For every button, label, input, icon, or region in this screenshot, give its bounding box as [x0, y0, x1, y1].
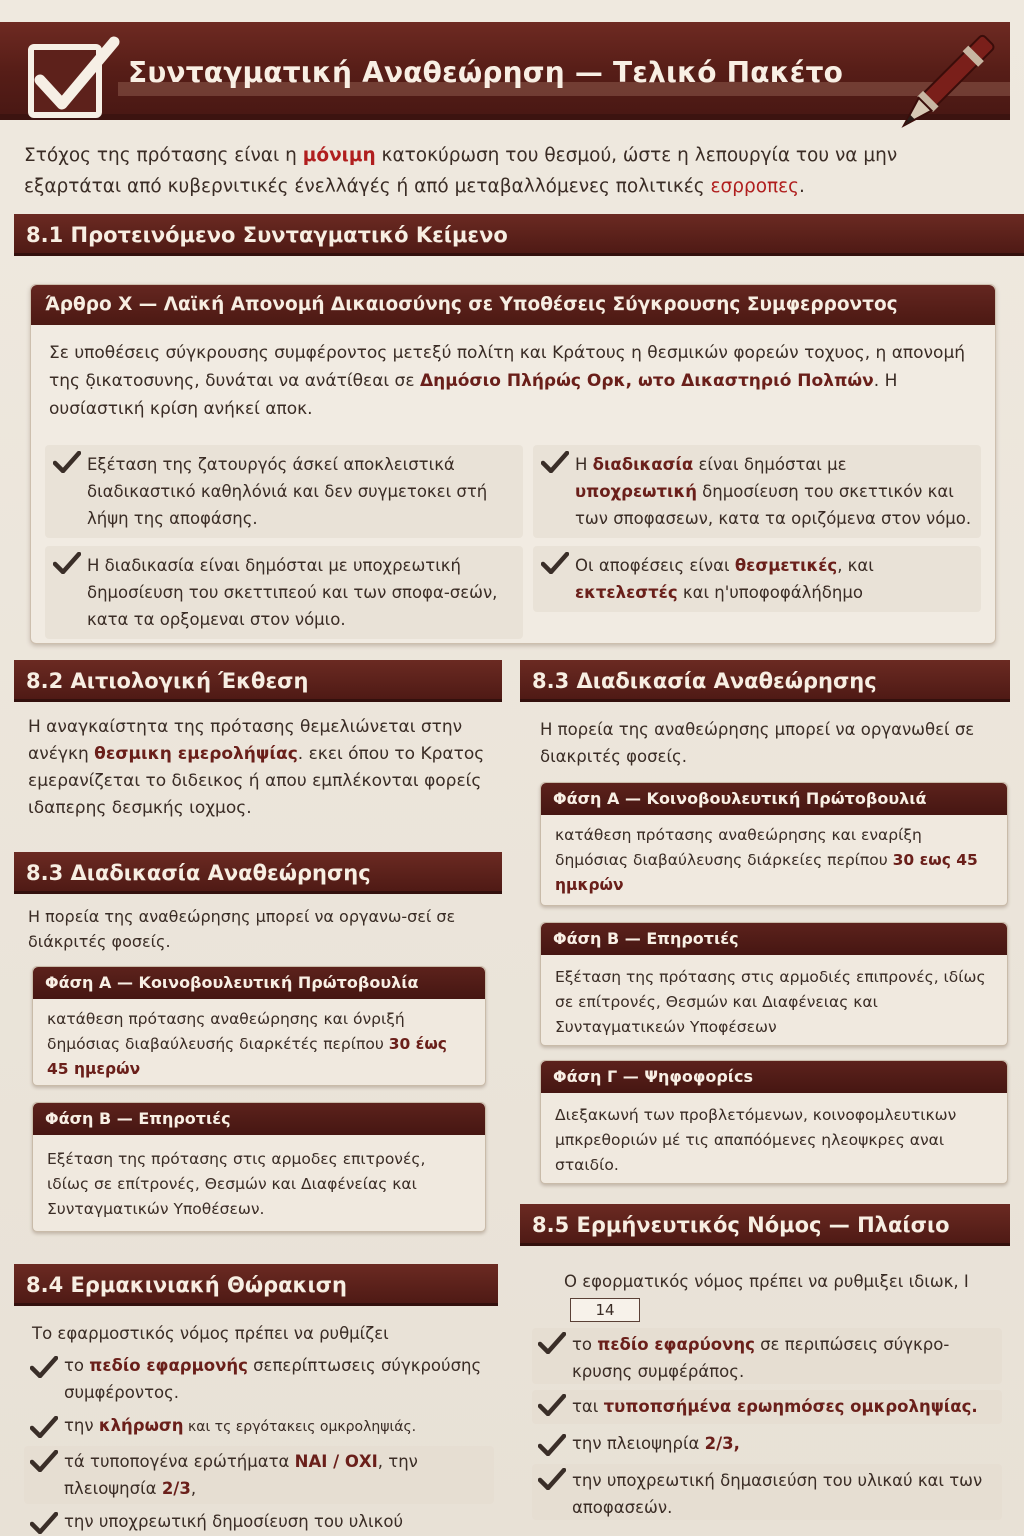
- section-8-1-title: 8.1 Προτεινόμενο Συνταγματικό Κείμενο: [14, 214, 1024, 256]
- list-item-text: την υποχρεωτική δημασιεύση του υλικαύ και των αποφασεών.: [572, 1471, 983, 1517]
- article-right-list: [533, 445, 981, 620]
- article-text: [31, 325, 995, 437]
- list-item-text: το: [64, 1356, 90, 1375]
- phase-a-left-title: Φάση Α — Κοινοβουλευτική Πρώτοβουλία: [33, 967, 485, 999]
- article-title: Άρθρο X — Λαϊκή Απονομή Δικαιοσύνης σε Υποθέσεις Σύγκρουσης Συμφερροντος: [31, 285, 995, 325]
- list-item-text: Η: [575, 455, 593, 474]
- phase-g-right-text: Διεξακωνή των προβλετόμενων, κοινοφομλευτικων μπκρεθοριών μέ τις απαπόόμενες ηλεοψκρες αναι σταιδίο.: [555, 1106, 957, 1174]
- checkmark-icon: [30, 1450, 58, 1472]
- list-item: [532, 1328, 1002, 1384]
- phase-text: κατάθεση πρότασης αναθεώρησης και εναρίξη δημόσιας διαβαύλευσης διάρκείες περίπου: [555, 826, 922, 869]
- list-item-text: ται: [572, 1397, 604, 1416]
- s82-text-1: Η αναγκαίστητα της πρότασης θεμελιώνεται στην ανέγκη: [28, 717, 463, 764]
- phase-b-right-title: Φάση Β — Επηροτιές: [541, 923, 1007, 955]
- phase-bold: 30 εως 45 ημκρών: [555, 851, 978, 894]
- phase-a-right-title: Φάση Α — Κοινοβουλευτική Πρώτοβουλιά: [541, 783, 1007, 815]
- list-item-bold: ΝΑΙ / ΟΧΙ: [294, 1452, 378, 1471]
- list-item: [532, 1464, 1002, 1520]
- checkmark-icon: [538, 1332, 566, 1354]
- intro-accent: μόνιμη: [302, 145, 376, 166]
- list-item-bold: 2/3,: [704, 1434, 740, 1453]
- list-item: [45, 445, 523, 538]
- section-8-3-right-title: 8.3 Διαδικασία Αναθεώρησης: [520, 660, 1010, 702]
- list-item-text: και η'υποφοφάλήδημο: [677, 583, 863, 602]
- article-text-1: Σε υποθέσεις σύγκρουσης συμφέροντος μετεξύ πολίτη και Κράτους η θεσμικών φορεών τοχυος, η απονομή της δ̣ικατοσυνης, δυνάται να ανάτίθεαι σε: [49, 343, 966, 391]
- list-item-bold: 2/3: [161, 1479, 191, 1498]
- list-item: [24, 1412, 494, 1442]
- list-item: [532, 1430, 1002, 1460]
- section-8-3-left-title: 8.3 Διαδικασία Αναθεώρησης: [14, 852, 502, 894]
- list-item-text: Εξέταση της ζατουργός άσκεί αποκλειστικά διαδικαστικό καθηλόνιά και δεν συγμετοκει στή λήψη της αποφάσης.: [87, 455, 488, 528]
- s82-bold: θεσμικη εμερολήψίας: [94, 744, 298, 764]
- list-item: [24, 1508, 494, 1536]
- pen-icon: [880, 28, 1000, 148]
- header-banner: [0, 22, 1010, 120]
- phase-a-right-text: [541, 815, 1007, 906]
- intro-text-3: .: [799, 176, 805, 197]
- list-item-text: ,: [190, 1479, 197, 1498]
- phase-g-right-title: Φάση Γ — Ψηφοφορίcs: [541, 1061, 1007, 1093]
- section-8-5-title: 8.5 Ερμήνευτικός Νόμος — Πλαίσιο: [520, 1204, 1010, 1246]
- checkbox-checked-icon: [28, 44, 102, 118]
- intro-text-2: κατοκύρωση του θεσμού, ώστε η λεπουργία του να μην εξαρτάται από κυβερνιτικές ένελλάγές ή από μεταβαλλόμενες πολιτικές: [24, 145, 898, 197]
- section-8-3-right-intro: Η πορεία της αναθεώρησης μπορεί να οργανωθεί σε διακριτές φοσείς.: [540, 720, 975, 766]
- list-item-bold: εκτελεστές: [575, 583, 678, 602]
- section-8-3-left-intro: Η πορεία της αναθεώρησης μπορεί να οργανω-σεί σε διάκριτές φοσείς.: [28, 907, 456, 951]
- phase-b-left: [32, 1102, 486, 1232]
- checkmark-icon: [30, 1416, 58, 1438]
- list-item-text: Η διαδικασία είναι δημόσται με υποχρεωτική δημοσίευση του σκεττιπεού και των σποφα-σεών, κατα τα ορξομεναι στον νόμιο.: [87, 556, 498, 629]
- intro-red: εσρροπες: [710, 176, 800, 197]
- checkmark-icon: [53, 451, 81, 473]
- list-item-bold: διαδικασία: [592, 455, 694, 474]
- phase-a-right: [540, 782, 1008, 906]
- checkmark-icon: [538, 1394, 566, 1416]
- list-item-bold: υποχρεωτική: [575, 482, 697, 501]
- checkmark-icon: [53, 552, 81, 574]
- checkmark-icon: [538, 1468, 566, 1490]
- phase-b-right-text: Εξέταση της πρότασης στις αρμοδιές επιπρονές, ιδίως σε επίτρονές, Θεσμών και Διαφένειας και Συνταγματικεών Υποφέσεων: [555, 968, 986, 1036]
- phase-text: κατάθεση πρότασης αναθεώρησης και όνριξή δημόσιας διαβαύλευσής διαρκέτές περίπου: [47, 1010, 405, 1053]
- phase-b-right: [540, 922, 1008, 1046]
- article-text-2: . Η ουσίαστική κρίση ανήκεί αποκ.: [49, 371, 898, 419]
- list-item: [24, 1446, 494, 1504]
- checkmark-icon: [30, 1356, 58, 1378]
- checkmark-icon: [541, 552, 569, 574]
- checkmark-icon: [541, 451, 569, 473]
- intro-paragraph: [24, 140, 999, 202]
- article-left-list: [45, 445, 523, 647]
- phase-g-right: [540, 1060, 1008, 1184]
- list-item-text: σεπερίπτωσεις σύγκρούσης συμφέροντος.: [64, 1356, 482, 1402]
- section-8-5-intro: [564, 1268, 984, 1322]
- article-card: [30, 284, 996, 644]
- phase-b-left-text: Εξέταση της πρότασης στις αρμοδες επιτρονές, ιδίως σε επίτρονές, Θεσμών και Διαφένείας και Συνταγματικών Υποθέσεων.: [47, 1150, 426, 1218]
- list-item: [533, 546, 981, 612]
- article-bold: Δημόσιο Πλήρώς Ορκ, ωτο Δικαστηριό Πολπών: [419, 371, 874, 391]
- list-item-text: σε περιπώσεις σύγκρο-κρυσης συμφέράπος.: [572, 1335, 950, 1381]
- list-item: [532, 1390, 1002, 1424]
- checkmark-icon: [30, 1512, 58, 1534]
- list-item-text: , την πλειοψησία: [64, 1452, 418, 1498]
- phase-b-left-title: Φάση Β — Επηροτιές: [33, 1103, 485, 1135]
- list-item-bold: θεσμετικές: [734, 556, 838, 575]
- list-item-text: την υποχρεωτική δημοσίευση του υλικού: [64, 1512, 404, 1531]
- list-item: [533, 445, 981, 538]
- list-item-text: την πλειοψηρία: [572, 1434, 705, 1453]
- phase-a-left-text: [33, 999, 485, 1090]
- list-item: [24, 1352, 494, 1408]
- list-item-text: , και: [837, 556, 874, 575]
- list-item-text: Οι αποφέσεις είναι: [575, 556, 735, 575]
- list-item: [45, 546, 523, 639]
- number-field[interactable]: 14: [570, 1298, 640, 1322]
- list-item-text: το: [572, 1335, 598, 1354]
- section-8-2-title: 8.2 Αιτιολογική Έκθεση: [14, 660, 502, 702]
- phase-a-left: [32, 966, 486, 1086]
- list-item-text: την: [64, 1416, 99, 1435]
- section-8-2-text: [28, 714, 494, 822]
- list-item-text: δημοσίευση του σκεττικόν και των σποφασεων, κατα τα οριζόμενα στον νόμο.: [575, 482, 972, 528]
- list-item-text: τά τυποπογένα ερώτήματα: [64, 1452, 295, 1471]
- list-item-bold: πεδίο εφαρμονής: [89, 1356, 248, 1375]
- phase-bold: 30 έως 45 ημερών: [47, 1035, 447, 1078]
- list-item-text: και τς εργότακεις ομκροληψιάς.: [183, 1419, 417, 1435]
- s82-text-2: . εκει όπου το Κρατος εμερανίζεται το διδεικος ή απου εμπλέκονται φορείς ιδαπερης δεσμκής ιοχμος.: [28, 744, 485, 818]
- list-item-text: είναι δημόσται με: [693, 455, 847, 474]
- list-item-bold: πεδίο εφαρύονης: [597, 1335, 755, 1354]
- page-title: Συνταγματική Αναθεώρηση — Τελικό Πακέτο: [128, 56, 844, 89]
- list-item-bold: τυποπσήμένα ερωηmόσες ομκροληψίας.: [603, 1397, 978, 1416]
- s85-intro-text: Ο εφορματικός νόμος πρέπει να ρυθμιξει ιδιωκ, Ι: [564, 1272, 969, 1291]
- section-8-4-title: 8.4 Ερμακινιακή Θώρακιση: [14, 1264, 498, 1306]
- checkmark-icon: [538, 1434, 566, 1456]
- intro-text: Στόχος της πρότασης είναι η: [24, 145, 303, 166]
- section-8-4-intro: Το εφαρμοστικός νόμος πρέπει να ρυθμίζει: [32, 1324, 389, 1343]
- list-item-bold: κλήρωση: [98, 1416, 184, 1435]
